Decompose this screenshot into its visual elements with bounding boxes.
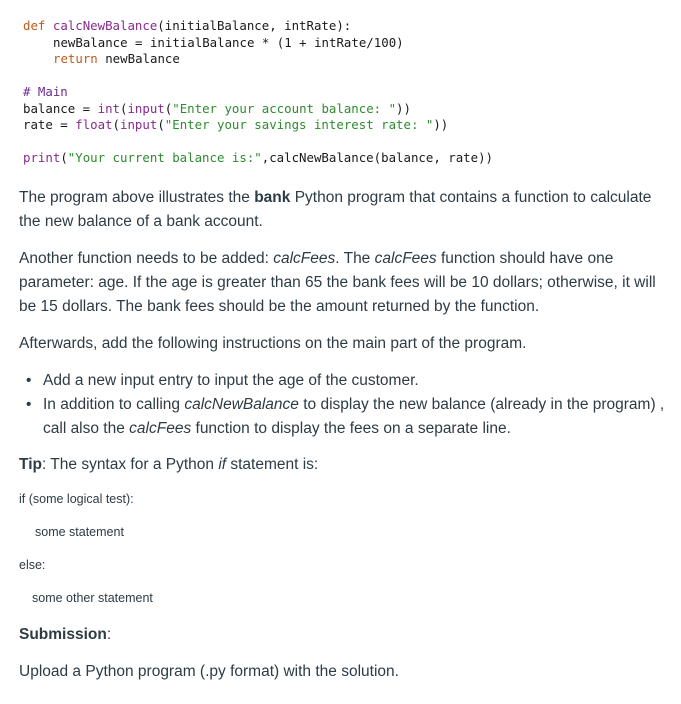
builtin-float: float [75, 117, 113, 132]
code-line-assign: newBalance = initialBalance * (1 + intRate/100) [53, 34, 404, 50]
builtin-int: int [97, 100, 120, 116]
text: Another function needs to be added: [19, 250, 274, 267]
code-blank-line [23, 68, 493, 85]
code-token: ,calcNewBalance(balance, rate)) [261, 150, 494, 165]
text: statement is: [226, 456, 319, 473]
code-line-rate [23, 117, 493, 134]
text: In addition to calling [43, 396, 185, 413]
submission-label: Submission [19, 626, 107, 643]
text: : [106, 626, 112, 643]
instructions-paragraph: Afterwards, add the following instructions on the main part of the program. [19, 335, 527, 352]
assignment-description [19, 186, 674, 684]
code-line-print [23, 150, 493, 167]
function-name: calcNewBalance [52, 18, 158, 33]
code-block [23, 18, 493, 167]
submission-text: Upload a Python program (.py format) with the solution. [19, 663, 399, 680]
italic-term: calcFees [273, 250, 336, 267]
text: . The [335, 250, 375, 267]
code-token: rate = [23, 117, 76, 132]
code-token: ( [112, 117, 120, 132]
string-literal: "Your current balance is:" [67, 150, 262, 165]
code-token: ( [60, 150, 68, 165]
list-item: • Add a new input entry to input the age of the customer. [19, 369, 674, 393]
bold-term-bank: bank [254, 189, 291, 206]
instruction-list [19, 369, 674, 441]
builtin-input: input [120, 117, 158, 132]
text: The program above illustrates the [19, 189, 255, 206]
code-token: )) [433, 117, 449, 132]
italic-term: calcNewBalance [184, 396, 299, 413]
code-blank-line [23, 134, 493, 151]
text: function should have one parameter: age. If the age is greater than 65 the bank fees will be 10 dollars; otherwise, it will be 15 dollars. The bank fees should be the amount returned by the function. [19, 250, 656, 315]
string-literal: "Enter your account balance: " [172, 100, 397, 116]
text: to display the new balance (already in the program) , call also the [43, 396, 665, 437]
tip-label: Tip [19, 456, 42, 473]
requirements-paragraph [19, 247, 674, 319]
function-params: (initialBalance, intRate): [157, 18, 352, 33]
code-line-def [23, 18, 493, 35]
text: Python program that contains a function to calculate the new balance of a bank account. [19, 189, 652, 230]
tip-paragraph [19, 453, 674, 477]
syntax-else-line: else: [19, 558, 46, 572]
syntax-other-statement: some other statement [32, 591, 153, 605]
string-literal: "Enter your savings interest rate: " [164, 117, 434, 132]
code-token: )) [396, 100, 411, 116]
code-line-balance [23, 101, 493, 118]
keyword-return: return [53, 51, 98, 66]
syntax-statement: some statement [35, 525, 124, 539]
code-token: balance = [23, 100, 98, 116]
code-token: ( [164, 100, 173, 116]
builtin-input: input [127, 100, 165, 116]
italic-term: calcFees [374, 250, 437, 267]
builtin-print: print [23, 150, 61, 165]
italic-term: if [218, 456, 227, 473]
code-line-return [23, 51, 493, 68]
intro-paragraph [19, 186, 674, 234]
return-value: newBalance [97, 51, 180, 66]
code-token: ( [120, 100, 128, 116]
text: : The syntax for a Python [41, 456, 219, 473]
italic-term: calcFees [129, 420, 192, 437]
keyword-def: def [23, 18, 46, 33]
submission-heading [19, 623, 674, 647]
syntax-if-line: if (some logical test): [19, 492, 134, 506]
text: function to display the fees on a separate line. [191, 420, 511, 437]
code-token: ( [157, 117, 165, 132]
code-comment: # Main [23, 84, 68, 99]
list-item [19, 393, 674, 441]
